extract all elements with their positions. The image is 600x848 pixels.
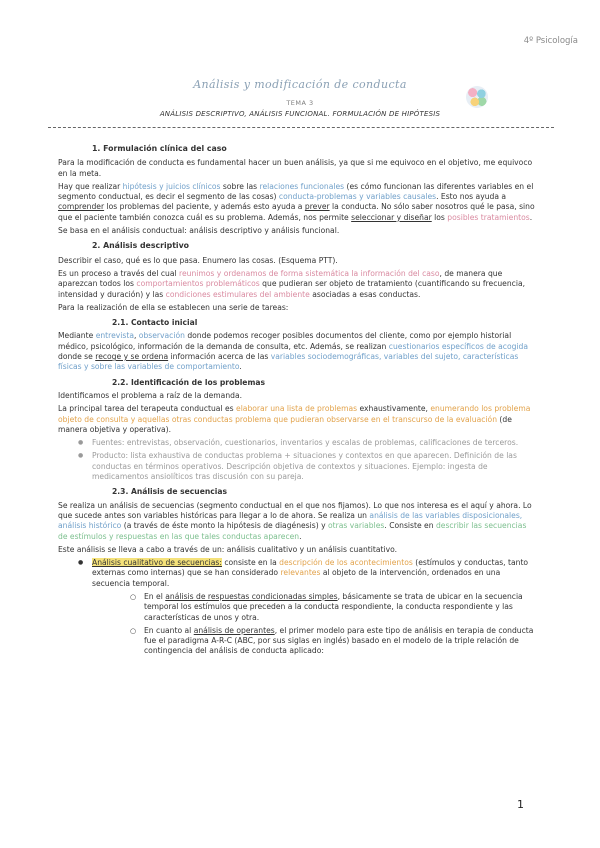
document-subtitle: ANÁLISIS DESCRIPTIVO, ANÁLISIS FUNCIONAL. FORMULACIÓN DE HIPÓTESIS [159,110,441,118]
paragraph: Describir el caso, qué es lo que pasa. Enumero las cosas. (Esquema PTT). [58,255,338,265]
subsection-heading: 2.3. Análisis de secuencias [112,487,227,497]
paragraph: La principal tarea del terapeuta conductual es elaborar una lista de problemas exhaustivamente, enumerando los problema objeto de consulta y aquellas otras conductas problema que pudieran observarse en el transcurso de la evaluación (de manera objetiva y operativa). [58,404,531,434]
paragraph: Para la modificación de conducta es fundamental hacer un buen análisis, ya que si me equivoco en el objetivo, me equivoco en la meta. [58,158,533,178]
paragraph: Se realiza un análisis de secuencias (segmento conductual en el que nos fijamos). Lo que nos interesa es el aquí y ahora. Lo que sucede antes son variables históricas para llegar a lo de ahora. Se realiza un análisis de las variables disposicionales, análisis histórico (a través de éste monto la hipótesis de diagénesis) y otras variables. Consiste en describir las secuencias de estímulos y respuestas en las que tales conductas aparecen. [58,500,532,541]
list-item: ● Análisis cualitativo de secuencias: consiste en la descripción de los acontecimientos (estímulos y conductas, tanto externas como internas) que se han considerado relevantes al objeto de la intervención, ordenados en una secuencia temporal. [92,558,538,589]
sub-list-item: ○ En cuanto al análisis de operantes, el primer modelo para este tipo de análisis en terapia de conducta fue el paradigma A-R-C (ABC, por sus siglas en inglés) basado en el modelo de la triple relación de contingencia del análisis de conducta aplicado: [144,626,538,657]
document-body [58,139,538,660]
paragraph: Identificamos el problema a raíz de la demanda. [58,390,243,400]
list-item: ● Fuentes: entrevistas, observación, cuestionarios, inventarios y escalas de problemas, calificaciones de terceros. [92,438,538,448]
course-label: 4º Psicología [523,36,578,46]
section-heading: 1. Formulación clínica del caso [92,144,227,153]
sub-list-item: ○ En el análisis de respuestas condicionadas simples, básicamente se trata de ubicar en la secuencia temporal los estímulos que preceden a la conducta respondiente, la conducta respondiente y las características de unos y otra. [144,592,538,623]
list-item: ● Producto: lista exhaustiva de conductas problema + situaciones y contextos en que aparecen. Definición de las conductas en términos operativos. Descripción objetiva de contextos y situaciones. Ejemplo: ingesta de medicamentos ansiolíticos tras discusión con su pareja. [92,451,538,482]
paragraph: Se basa en el análisis conductual: análisis descriptivo y análisis funcional. [58,226,340,236]
subsection-heading: 2.1. Contacto inicial [112,318,198,328]
subsection-heading: 2.2. Identificación de los problemas [112,377,266,387]
paragraph: Este análisis se lleva a cabo a través de un: análisis cualitativo y un análisis cuantitativo. [58,544,398,554]
paragraph: Es un proceso a través del cual reunimos y ordenamos de forma sistemática la información del caso, de manera que aparezcan todos los comportamientos problemáticos que pudieran ser objeto de tratamiento (cuantificando su frecuencia, intensidad y duración) y las condiciones estimulares del ambiente asociadas a esas conductas. [58,268,526,299]
paragraph: Hay que realizar hipótesis y juicios clínicos sobre las relaciones funcionales (es cómo funcionan las diferentes variables en el segmento conductual, es decir el segmento de las cosas) conducta-problemas y variables causales. Esto nos ayuda a comprender los problemas del paciente, y además esto ayuda a prever la conducta. No sólo saber nosotros qué le pasa, sino que el paciente también conozca cuál es su problema. Además, nos permite seleccionar y diseñar los posibles tratamientos. [58,181,535,222]
paragraph: Para la realización de ella se establecen una serie de tareas: [58,302,289,312]
document-title: Análisis y modificación de conducta [193,78,407,91]
dashed-divider [48,127,554,128]
paragraph: Mediante entrevista, observación donde podemos recoger posibles documentos del cliente, como por ejemplo historial médico, psicológico, información de la demanda de consulta, etc. Además, se realizan cuestionarios específicos de acogida donde se recoge y se ordena información acerca de las variables sociodemográficas, variables del sujeto, características físicas y sobre las variables de comportamiento. [58,331,529,372]
page-number: 1 [517,798,524,811]
tema-label: TEMA 3 [286,99,314,107]
section-heading: 2. Análisis descriptivo [92,241,190,251]
